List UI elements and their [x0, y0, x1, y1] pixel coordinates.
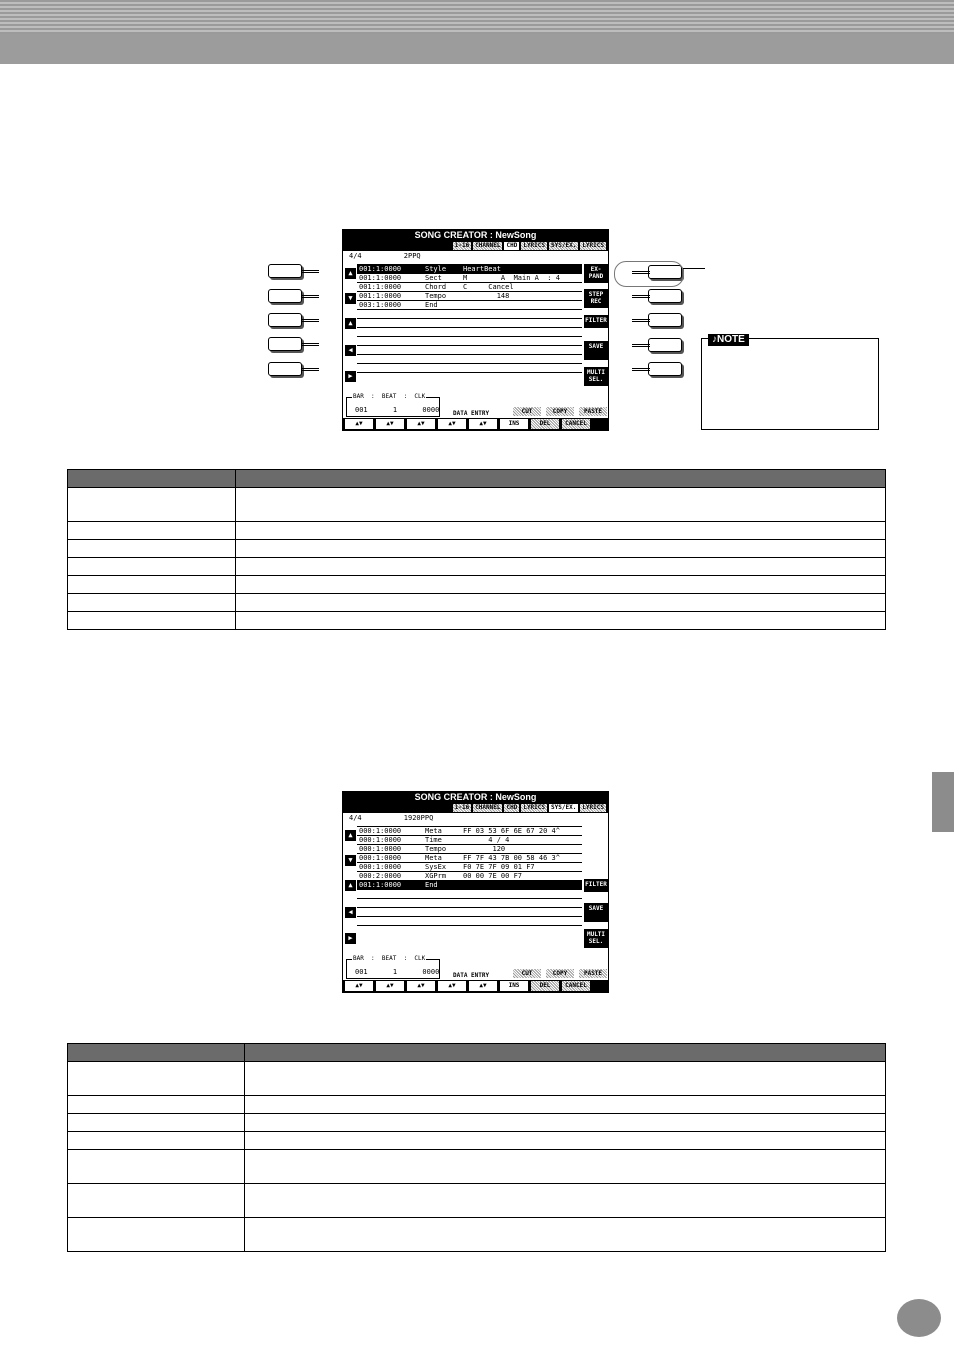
event-type: End	[425, 301, 438, 309]
page-up-icon[interactable]: ▲	[345, 318, 356, 329]
multi-select-button[interactable]: MULTI SEL.	[584, 929, 608, 948]
tab-lyrics[interactable]: LYRICS	[523, 241, 546, 249]
panel-button-b[interactable]	[268, 289, 318, 305]
tab-sysex[interactable]: SYS/EX.	[551, 803, 577, 811]
save-button[interactable]: SAVE	[584, 903, 608, 922]
left-arrow-icon[interactable]: ◀	[345, 907, 356, 918]
panel-button-h[interactable]	[632, 313, 682, 329]
bottom-button-bar	[343, 418, 608, 430]
tab-lyrics[interactable]: LYRICS	[523, 803, 546, 811]
event-position: 001:1:0000	[359, 265, 402, 273]
position-value: 001 1 0000	[355, 406, 440, 414]
table-row	[68, 594, 886, 612]
event-position: 001:1:0000	[359, 881, 402, 889]
event-value: 4 / 4	[463, 836, 510, 844]
event-value	[463, 917, 582, 925]
table-row	[68, 1096, 886, 1114]
song-creator-chord-screen	[342, 229, 609, 431]
scroll-up-icon[interactable]: ▲	[345, 268, 356, 279]
event-type: End	[425, 881, 438, 889]
position-label: BAR : BEAT : CLK	[353, 955, 426, 962]
event-position: 001:1:0000	[359, 274, 402, 282]
panel-button-d[interactable]	[268, 337, 318, 353]
event-type: Tempo	[425, 292, 447, 300]
list-item[interactable]	[357, 265, 582, 274]
page-number-circle	[897, 1299, 941, 1337]
table-header-row	[68, 1044, 886, 1062]
event-type: Meta	[425, 854, 442, 862]
tab-lyrics-2[interactable]: LYRICS	[582, 241, 604, 249]
multi-select-button[interactable]: MULTI SEL.	[584, 367, 608, 386]
table-row	[68, 1114, 886, 1132]
right-arrow-icon[interactable]: ▶	[345, 933, 356, 944]
list-item[interactable]	[357, 310, 582, 319]
event-type: Time	[425, 836, 442, 844]
event-value: 120	[463, 845, 506, 853]
table-row	[68, 576, 886, 594]
list-item[interactable]	[357, 845, 582, 854]
list-item[interactable]	[357, 346, 582, 355]
cut-softkey[interactable]: CUT	[513, 407, 541, 416]
event-type	[425, 364, 463, 372]
event-position	[359, 355, 425, 363]
value-updown-button[interactable]: ▲▼	[469, 981, 497, 991]
table-header-row	[68, 470, 886, 488]
table-row	[68, 1132, 886, 1150]
event-position: 000:1:0000	[359, 863, 402, 871]
step-rec-button[interactable]: STEP REC	[584, 289, 608, 308]
position-box	[346, 955, 440, 979]
screen-title: SONG CREATOR : NewSong	[343, 230, 608, 240]
bottom-button-bar	[343, 980, 608, 992]
event-value	[463, 355, 582, 363]
value-updown-button[interactable]: ▲▼	[469, 419, 497, 429]
beat-updown-button[interactable]: ▲▼	[376, 419, 404, 429]
event-value	[463, 364, 582, 372]
tab-sysex[interactable]: SYS/EX.	[551, 241, 577, 249]
event-position: 003:1:0000	[359, 301, 402, 309]
event-value: F0 7E 7F 09 01 F7	[463, 863, 535, 871]
cancel-button[interactable]: CANCEL	[562, 981, 590, 991]
event-type: Tempo	[425, 845, 447, 853]
status-line: 4/4 2PPQ	[349, 252, 421, 260]
copy-softkey[interactable]: COPY	[546, 407, 574, 416]
list-item[interactable]	[357, 836, 582, 845]
table-row	[68, 558, 886, 576]
list-item[interactable]	[357, 292, 582, 301]
table-row	[68, 1062, 886, 1096]
list-item[interactable]	[357, 863, 582, 872]
tab-lyrics-2[interactable]: LYRICS	[582, 803, 604, 811]
event-value	[463, 337, 582, 345]
event-position	[359, 364, 425, 372]
clk-updown-button[interactable]: ▲▼	[407, 981, 435, 991]
panel-button-i[interactable]	[632, 338, 682, 354]
event-type	[425, 917, 463, 925]
event-value: HeartBeat	[463, 265, 501, 273]
list-item[interactable]	[357, 319, 582, 328]
song-creator-sysex-screen	[342, 791, 609, 993]
event-value	[463, 899, 582, 907]
event-table-2	[67, 1043, 886, 1252]
ins-button[interactable]: INS	[500, 981, 528, 991]
chapter-side-tab	[932, 772, 954, 832]
event-type	[425, 310, 463, 318]
tab-chd[interactable]: CHD	[506, 241, 518, 249]
event-position	[359, 346, 425, 354]
event-type	[425, 899, 463, 907]
table-row	[68, 540, 886, 558]
tab-channel[interactable]: CHANNEL	[475, 241, 501, 249]
tab-chd[interactable]: CHD	[506, 803, 518, 811]
event-position: 000:1:0000	[359, 845, 402, 853]
bar-updown-button[interactable]: ▲▼	[345, 419, 373, 429]
event-value	[463, 319, 582, 327]
event-position	[359, 908, 425, 916]
table-row	[68, 1184, 886, 1218]
event-position: 001:1:0000	[359, 292, 402, 300]
screen-title: SONG CREATOR : NewSong	[343, 792, 608, 802]
event-value: 148	[463, 292, 510, 300]
event-position	[359, 310, 425, 318]
bar-updown-button[interactable]: ▲▼	[345, 981, 373, 991]
filter-button[interactable]: FILTER	[584, 879, 608, 892]
ins-button[interactable]: INS	[500, 419, 528, 429]
list-item[interactable]	[357, 328, 582, 337]
left-arrow-icon[interactable]: ◀	[345, 345, 356, 356]
list-item[interactable]	[357, 908, 582, 917]
event-value: C Cancel	[463, 283, 514, 291]
event-value: 00 00 7E 00 F7	[463, 872, 523, 880]
status-line: 4/4 1920PPQ	[349, 814, 434, 822]
event-position	[359, 328, 425, 336]
beat-updown-button[interactable]: ▲▼	[376, 981, 404, 991]
scroll-down-icon[interactable]: ▼	[345, 293, 356, 304]
scroll-up-icon[interactable]: ▲	[345, 830, 356, 841]
page-up-icon[interactable]: ▲	[345, 880, 356, 891]
event-position: 001:1:0000	[359, 283, 402, 291]
header-band	[0, 0, 954, 64]
list-item[interactable]	[357, 283, 582, 292]
list-item[interactable]	[357, 890, 582, 899]
event-type	[425, 908, 463, 916]
filter-button[interactable]: FILTER	[584, 315, 608, 328]
panel-button-c[interactable]	[268, 313, 318, 329]
event-position: 000:1:0000	[359, 854, 402, 862]
event-value	[463, 890, 582, 898]
list-item[interactable]	[357, 355, 582, 364]
event-value	[463, 301, 582, 309]
note-box	[701, 334, 879, 430]
list-item[interactable]	[357, 881, 582, 890]
position-value: 001 1 0000	[355, 968, 440, 976]
event-value: FF 03 53 6F 6E 67 20 4^	[463, 827, 560, 835]
list-item[interactable]	[357, 854, 582, 863]
delete-button[interactable]: DEL	[531, 981, 559, 991]
scroll-down-icon[interactable]: ▼	[345, 855, 356, 866]
event-value: M A Main A : 4	[463, 274, 560, 282]
event-type: Style	[425, 265, 447, 273]
clk-updown-button[interactable]: ▲▼	[407, 419, 435, 429]
save-button[interactable]: SAVE	[584, 341, 608, 360]
panel-button-a[interactable]	[268, 264, 318, 280]
event-type	[425, 319, 463, 327]
event-type	[425, 890, 463, 898]
list-item[interactable]	[357, 301, 582, 310]
event-type	[425, 346, 463, 354]
event-table-1	[67, 469, 886, 630]
screen-tabs	[343, 802, 608, 813]
data-entry-label: DATA ENTRY	[453, 410, 490, 417]
event-position: 000:1:0000	[359, 827, 402, 835]
list-item[interactable]	[357, 872, 582, 881]
event-type: SysEx	[425, 863, 447, 871]
event-position	[359, 899, 425, 907]
position-label: BAR : BEAT : CLK	[353, 393, 426, 400]
panel-button-j[interactable]	[632, 362, 682, 378]
event-position	[359, 917, 425, 925]
list-item[interactable]	[357, 827, 582, 836]
expand-button[interactable]: EX-PAND	[584, 264, 608, 283]
copy-softkey[interactable]: COPY	[546, 969, 574, 978]
event-position	[359, 337, 425, 345]
event-position	[359, 890, 425, 898]
paste-softkey[interactable]: PASTE	[579, 969, 607, 978]
screen-tabs	[343, 240, 608, 251]
list-item[interactable]	[357, 337, 582, 346]
event-value	[463, 328, 582, 336]
panel-button-g[interactable]	[632, 289, 682, 305]
event-value	[463, 346, 582, 354]
button-f-highlight	[614, 261, 684, 287]
position-box	[346, 393, 440, 417]
table-row	[68, 488, 886, 522]
cancel-button[interactable]: CANCEL	[562, 419, 590, 429]
tab-1-16[interactable]: 1-16	[454, 241, 470, 249]
tab-1-16[interactable]: 1-16	[454, 803, 470, 811]
note-badge: ♪NOTE	[708, 334, 749, 346]
event-position	[359, 319, 425, 327]
cut-softkey[interactable]: CUT	[513, 969, 541, 978]
event-value	[463, 881, 582, 889]
event-type: Chord	[425, 283, 447, 291]
event-value	[463, 310, 582, 318]
event-list	[357, 264, 582, 373]
data-entry-button[interactable]: ▲▼	[438, 419, 466, 429]
delete-button[interactable]: DEL	[531, 419, 559, 429]
list-item[interactable]	[357, 917, 582, 926]
table-row	[68, 1218, 886, 1252]
event-position: 000:2:0000	[359, 872, 402, 880]
list-item[interactable]	[357, 274, 582, 283]
event-type: Meta	[425, 827, 442, 835]
table-row	[68, 522, 886, 540]
event-position: 000:1:0000	[359, 836, 402, 844]
right-arrow-icon[interactable]: ▶	[345, 371, 356, 382]
tab-channel[interactable]: CHANNEL	[475, 803, 501, 811]
event-value	[463, 908, 582, 916]
callout-line	[683, 268, 705, 269]
event-value: FF 7F 43 7B 00 58 46 3^	[463, 854, 560, 862]
event-type	[425, 355, 463, 363]
event-type: Sect	[425, 274, 442, 282]
list-item[interactable]	[357, 899, 582, 908]
event-type	[425, 328, 463, 336]
event-list	[357, 826, 582, 926]
table-row	[68, 1150, 886, 1184]
panel-button-e[interactable]	[268, 362, 318, 378]
list-item[interactable]	[357, 364, 582, 373]
data-entry-label: DATA ENTRY	[453, 972, 490, 979]
event-type	[425, 337, 463, 345]
paste-softkey[interactable]: PASTE	[579, 407, 607, 416]
data-entry-button[interactable]: ▲▼	[438, 981, 466, 991]
event-type: XGPrm	[425, 872, 447, 880]
table-row	[68, 612, 886, 630]
